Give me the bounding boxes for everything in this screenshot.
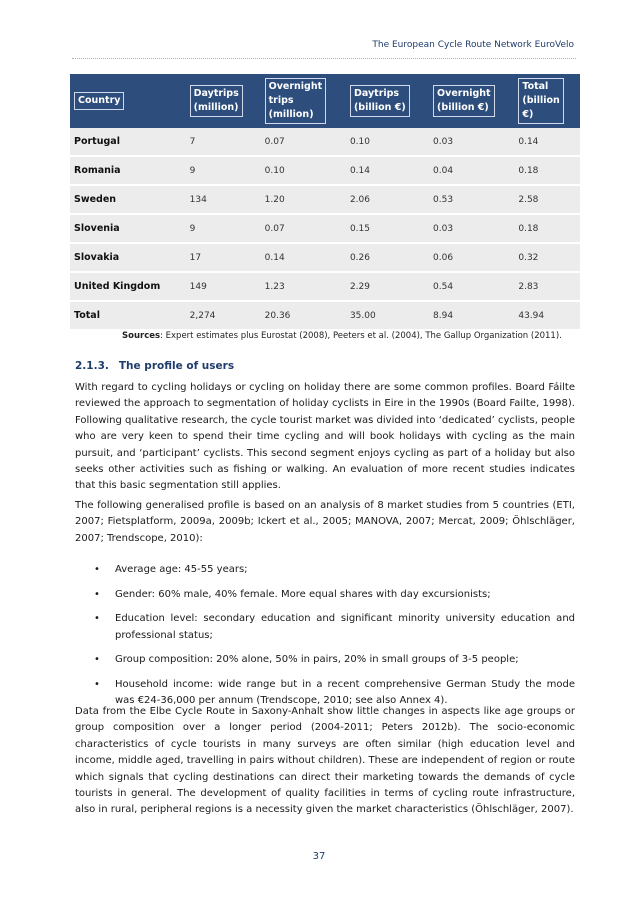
table-row <box>70 157 580 186</box>
country-cell: Sweden <box>70 186 186 215</box>
table-row <box>70 244 580 273</box>
table-row <box>70 215 580 244</box>
profile-bullet-list <box>75 562 575 718</box>
value-cell: 43.94 <box>514 302 580 331</box>
country-cell: Romania <box>70 157 186 186</box>
table-header-row <box>70 74 580 128</box>
table-row <box>70 128 580 157</box>
column-header-line: (billion €) <box>353 102 406 113</box>
value-cell: 35.00 <box>346 302 429 331</box>
value-cell: 0.15 <box>346 215 429 244</box>
column-header-line: (million) <box>193 102 239 113</box>
value-cell: 2.83 <box>514 273 580 302</box>
value-cell: 0.18 <box>514 215 580 244</box>
value-cell: 2.58 <box>514 186 580 215</box>
column-header-line: Overnight <box>268 81 323 92</box>
bullet-icon: • <box>94 564 100 575</box>
paragraph-profile-intro: The following generalised profile is based on an analysis of 8 market studies from 5 countries (ETI, 2007; Fietsplatform, 2009a, 2009b; Ickert et al., 2005; MANOVA, 2007; Mercat, 2009; Öhlschläger, 2007; Trendscope, 2010): <box>75 500 575 544</box>
list-item <box>75 587 575 603</box>
column-header-line: Daytrips <box>193 88 239 99</box>
paragraph-segmentation: With regard to cycling holidays or cycling on holiday there are some common profiles. Board Fáilte reviewed the approach to segmentation of holiday cyclists in Eire in the 1990s (Board Failte, 1998). Following qualitative research, the cycle tourist market was divided into ‘dedicated’ cyclists, people who are very keen to spend their time cycling and will book holidays with cycling as the main pursuit, and ‘participant’ cyclists. This second segment enjoys cycling as part of a holiday but also seeks other activities such as fishing or walking. An evaluation of more recent studies indicates that this basic segmentation still applies. <box>75 382 576 492</box>
value-cell: 2,274 <box>186 302 261 331</box>
value-cell: 17 <box>186 244 261 273</box>
value-cell: 149 <box>186 273 261 302</box>
column-header-label <box>190 85 243 117</box>
value-cell: 20.36 <box>261 302 346 331</box>
column-header-line: (million) <box>268 109 314 120</box>
table-sources-note <box>122 331 562 341</box>
column-header <box>346 74 429 128</box>
sources-label: Sources <box>122 331 161 341</box>
column-header <box>429 74 514 128</box>
country-cell: United Kingdom <box>70 273 186 302</box>
value-cell: 0.03 <box>429 215 514 244</box>
country-cell: Slovakia <box>70 244 186 273</box>
paragraph-elbe-route: Data from the Elbe Cycle Route in Saxony-Anhalt show little changes in aspects like age groups or group composition over a longer period (2004-2011; Peters 2012b). The socio-economic characteristics of cycle tourists in many surveys are often similar (high education level and income, middle aged, travelling in pairs without children). These are independent of region or route which signals that cycling destinations can direct their marketing towards the demands of cycle tourists in general. The development of quality facilities in terms of cycling route infrastructure, also in rural, peripheral regions is a necessity given the market characteristics (Öhlschläger, 2007). <box>75 706 575 816</box>
column-header-line: trips <box>268 95 294 106</box>
value-cell: 0.07 <box>261 128 346 157</box>
value-cell: 0.14 <box>261 244 346 273</box>
country-cell: Total <box>70 302 186 331</box>
value-cell: 0.04 <box>429 157 514 186</box>
country-cell: Portugal <box>70 128 186 157</box>
column-header <box>70 74 186 128</box>
column-header-label <box>74 92 124 110</box>
column-header-line: Total <box>522 81 549 92</box>
country-cell: Slovenia <box>70 215 186 244</box>
list-item <box>75 611 575 644</box>
list-item <box>75 652 575 668</box>
value-cell: 2.29 <box>346 273 429 302</box>
column-header-line: Country <box>78 95 121 106</box>
value-cell: 0.07 <box>261 215 346 244</box>
section-title: The profile of users <box>118 360 235 372</box>
value-cell: 1.20 <box>261 186 346 215</box>
column-header-label <box>433 85 495 117</box>
value-cell: 2.06 <box>346 186 429 215</box>
column-header <box>261 74 346 128</box>
value-cell: 0.10 <box>346 128 429 157</box>
value-cell: 0.32 <box>514 244 580 273</box>
list-item-text: Group composition: 20% alone, 50% in pairs, 20% in small groups of 3-5 people; <box>115 654 519 666</box>
list-item-text: Household income: wide range but in a recent comprehensive German Study the mode was €24-36,000 per annum (Trendscope, 2010; see also Annex 4). <box>115 678 575 707</box>
column-header-line: (billion <box>522 95 560 106</box>
table-row <box>70 186 580 215</box>
column-header <box>186 74 261 128</box>
bullet-icon: • <box>94 613 100 625</box>
column-header-line: (billion €) <box>437 102 489 113</box>
value-cell: 1.23 <box>261 273 346 302</box>
value-cell: 0.26 <box>346 244 429 273</box>
table-header <box>70 74 580 128</box>
page-number: 37 <box>312 851 326 862</box>
column-header-label <box>265 78 327 124</box>
value-cell: 0.14 <box>346 157 429 186</box>
column-header-line: Overnight <box>437 88 491 99</box>
list-item-text: Average age: 45-55 years; <box>115 564 248 575</box>
column-header-line: €) <box>522 109 534 120</box>
value-cell: 7 <box>186 128 261 157</box>
value-cell: 0.03 <box>429 128 514 157</box>
bullet-icon: • <box>94 678 100 690</box>
section-heading <box>75 360 234 372</box>
value-cell: 0.54 <box>429 273 514 302</box>
column-header-label <box>518 78 563 124</box>
value-cell: 134 <box>186 186 261 215</box>
table-row <box>70 302 580 331</box>
table-row <box>70 273 580 302</box>
bullet-icon: • <box>94 588 100 600</box>
column-header-label <box>350 85 410 117</box>
value-cell: 8.94 <box>429 302 514 331</box>
column-header-line: Daytrips <box>353 88 400 99</box>
value-cell: 0.10 <box>261 157 346 186</box>
column-header <box>514 74 580 128</box>
header-divider <box>72 58 576 59</box>
value-cell: 9 <box>186 215 261 244</box>
value-cell: 9 <box>186 157 261 186</box>
statistics-table <box>70 74 580 331</box>
list-item-text: Education level: secondary education and significant minority university education and professional status; <box>115 613 575 641</box>
section-number: 2.1.3. <box>75 360 109 372</box>
bullet-icon: • <box>94 654 100 666</box>
value-cell: 0.53 <box>429 186 514 215</box>
header-title: The European Cycle Route Network EuroVelo <box>372 40 574 50</box>
sources-text: : Expert estimates plus Eurostat (2008), Peeters et al. (2004), The Gallup Organization (2011). <box>160 331 562 341</box>
value-cell: 0.06 <box>429 244 514 273</box>
list-item <box>75 562 575 578</box>
list-item-text: Gender: 60% male, 40% female. More equal shares with day excursionists; <box>115 588 491 600</box>
table-body <box>70 128 580 331</box>
value-cell: 0.14 <box>514 128 580 157</box>
value-cell: 0.18 <box>514 157 580 186</box>
